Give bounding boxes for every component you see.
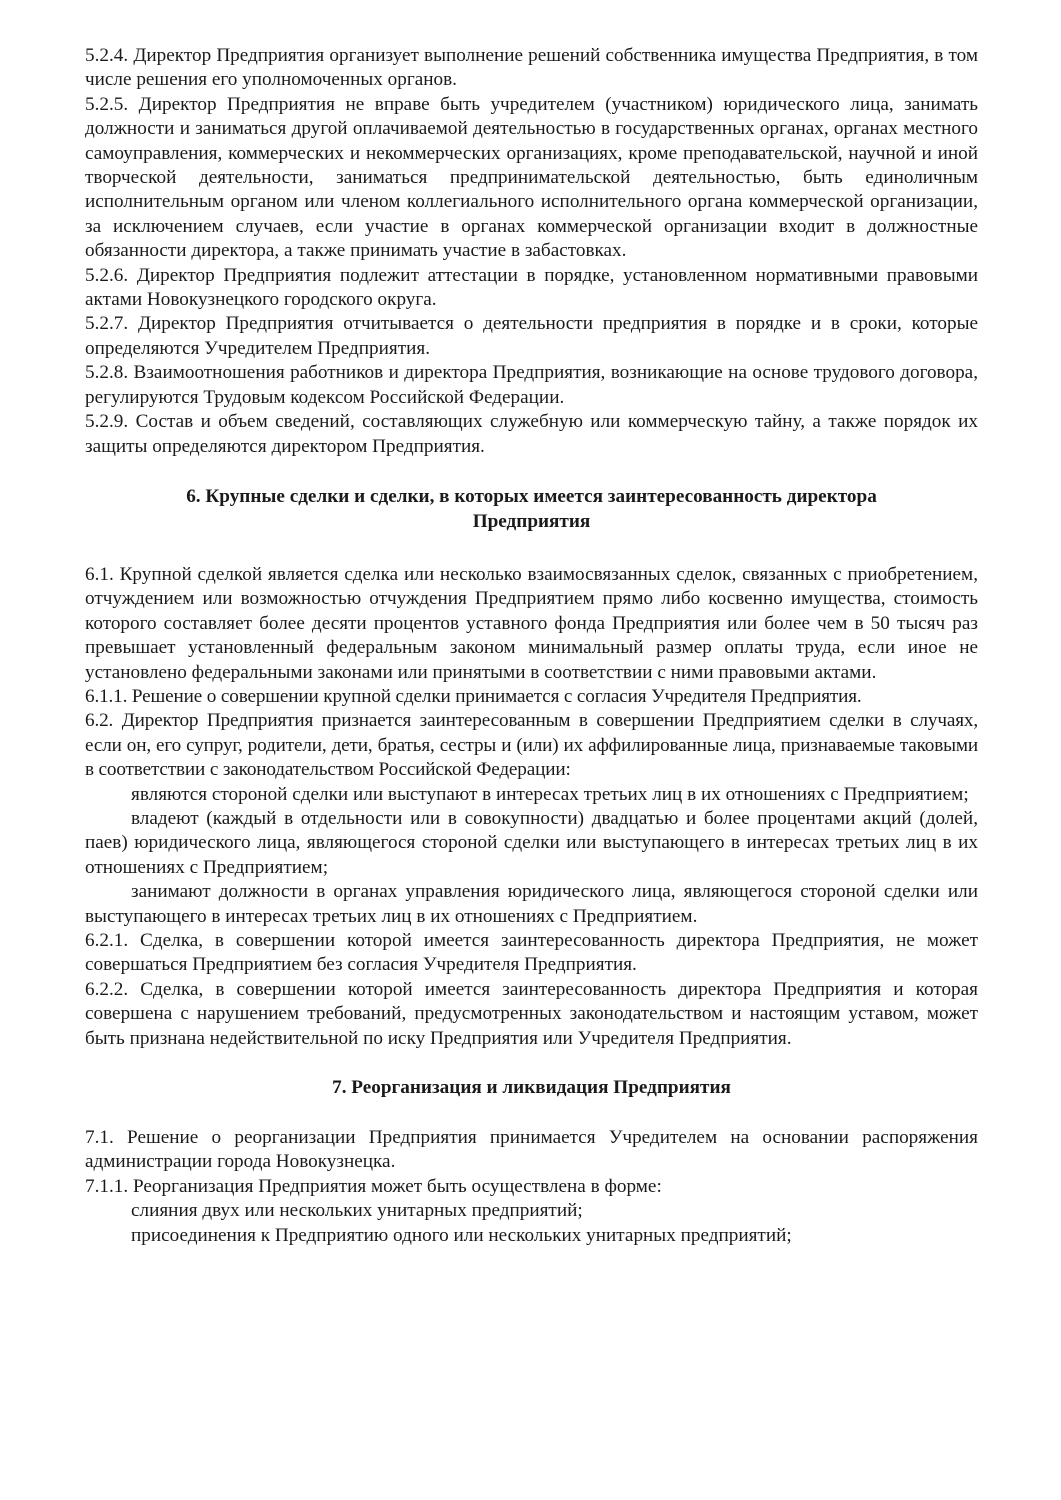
section-6-heading-line2: Предприятия [472,510,591,532]
clause-6-2-2: 6.2.2. Сделка, в совершении которой имеется заинтересованность директора Предприятия и которая совершена с нарушением требований, предусмотренных законодательством и настоящим уставом, может быть признана недействительной по иску Предприятия или Учредителя Предприятия. [85,978,978,1049]
clause-5-2-7: 5.2.7. Директор Предприятия отчитывается о деятельности предприятия в порядке и в сроки, которые определяются Учредителем Предприятия. [85,313,978,359]
clause-6-1-1: 6.1.1. Решение о совершении крупной сделки принимается с согласия Учредителя Предприятия. [85,685,862,707]
clause-6-2-item-c: занимают должности в органах управления юридического лица, являющегося стороной сделки или выступающего в интересах третьих лиц в их отношениях с Предприятием. [85,881,978,927]
section-6-heading-line1: 6. Крупные сделки и сделки, в которых имеется заинтересованность директора [186,485,877,507]
document-page [85,44,978,1248]
clause-5-2-4: 5.2.4. Директор Предприятия организует выполнение решений собственника имущества Предприятия, в том числе решения его уполномоченных органов. [85,45,978,91]
reorg-form-accession: присоединения к Предприятию одного или нескольких унитарных предприятий; [131,1224,792,1246]
clause-6-2-item-b: владеют (каждый в отдельности или в совокупности) двадцатью и более процентами акций (долей, паев) юридического лица, являющегося стороной сделки или выступающего в интересах третьих лиц в их отношениях с Предприятием; [85,807,978,878]
clause-6-1: 6.1. Крупной сделкой является сделка или несколько взаимосвязанных сделок, связанных с приобретением, отчуждением или возможностью отчуждения Предприятием прямо либо косвенно имущества, стоимость которого составляет более десяти процентов уставного фонда Предприятия или более чем в 50 тысяч раз превышает установленный федеральным законом минимальный размер оплаты труда, если иное не установлено федеральными законами или принятыми в соответствии с ними правовыми актами. [85,563,978,683]
section-6-heading [85,484,978,534]
clause-5-2-5: 5.2.5. Директор Предприятия не вправе быть учредителем (участником) юридического лица, занимать должности и заниматься другой оплачиваемой деятельностью в государственных органах, органах местного самоуправления, коммерческих и некоммерческих организациях, кроме преподавательской, научной и иной творческой деятельности, заниматься предпринимательской деятельностью, быть единоличным исполнительным органом или членом коллегиального исполнительного органа коммерческой организации, за исключением случаев, если участие в органах коммерческой организации входит в должностные обязанности директора, а также принимать участие в забастовках. [85,93,978,262]
clause-5-2-6: 5.2.6. Директор Предприятия подлежит аттестации в порядке, установленном нормативными правовыми актами Новокузнецкого городского округа. [85,264,978,311]
clause-6-2-1: 6.2.1. Сделка, в совершении которой имеется заинтересованность директора Предприятия, не может совершаться Предприятием без согласия Учредителя Предприятия. [85,930,978,976]
clause-7-1-1: 7.1.1. Реорганизация Предприятия может быть осуществлена в форме: [85,1175,662,1197]
clause-6-2-item-a: являются стороной сделки или выступают в интересах третьих лиц в их отношениях с Предприятием; [131,783,969,805]
clause-5-2-9: 5.2.9. Состав и объем сведений, составляющих служебную или коммерческую тайну, а также порядок их защиты определяются директором Предприятия. [85,411,978,457]
clause-7-1: 7.1. Решение о реорганизации Предприятия принимается Учредителем на основании распоряжения администрации города Новокузнецка. [85,1127,978,1173]
clause-5-2-8: 5.2.8. Взаимоотношения работников и директора Предприятия, возникающие на основе трудового договора, регулируются Трудовым кодексом Российской Федерации. [85,362,978,408]
clause-6-2: 6.2. Директор Предприятия признается заинтересованным в совершении Предприятием сделки в случаях, если он, его супруг, родители, дети, братья, сестры и (или) их аффилированные лица, признаваемые таковыми в соответствии с законодательством Российской Федерации: [85,710,978,781]
reorg-form-merger: слияния двух или нескольких унитарных предприятий; [131,1200,583,1222]
section-7-heading: 7. Реорганизация и ликвидация Предприятия [332,1077,731,1099]
